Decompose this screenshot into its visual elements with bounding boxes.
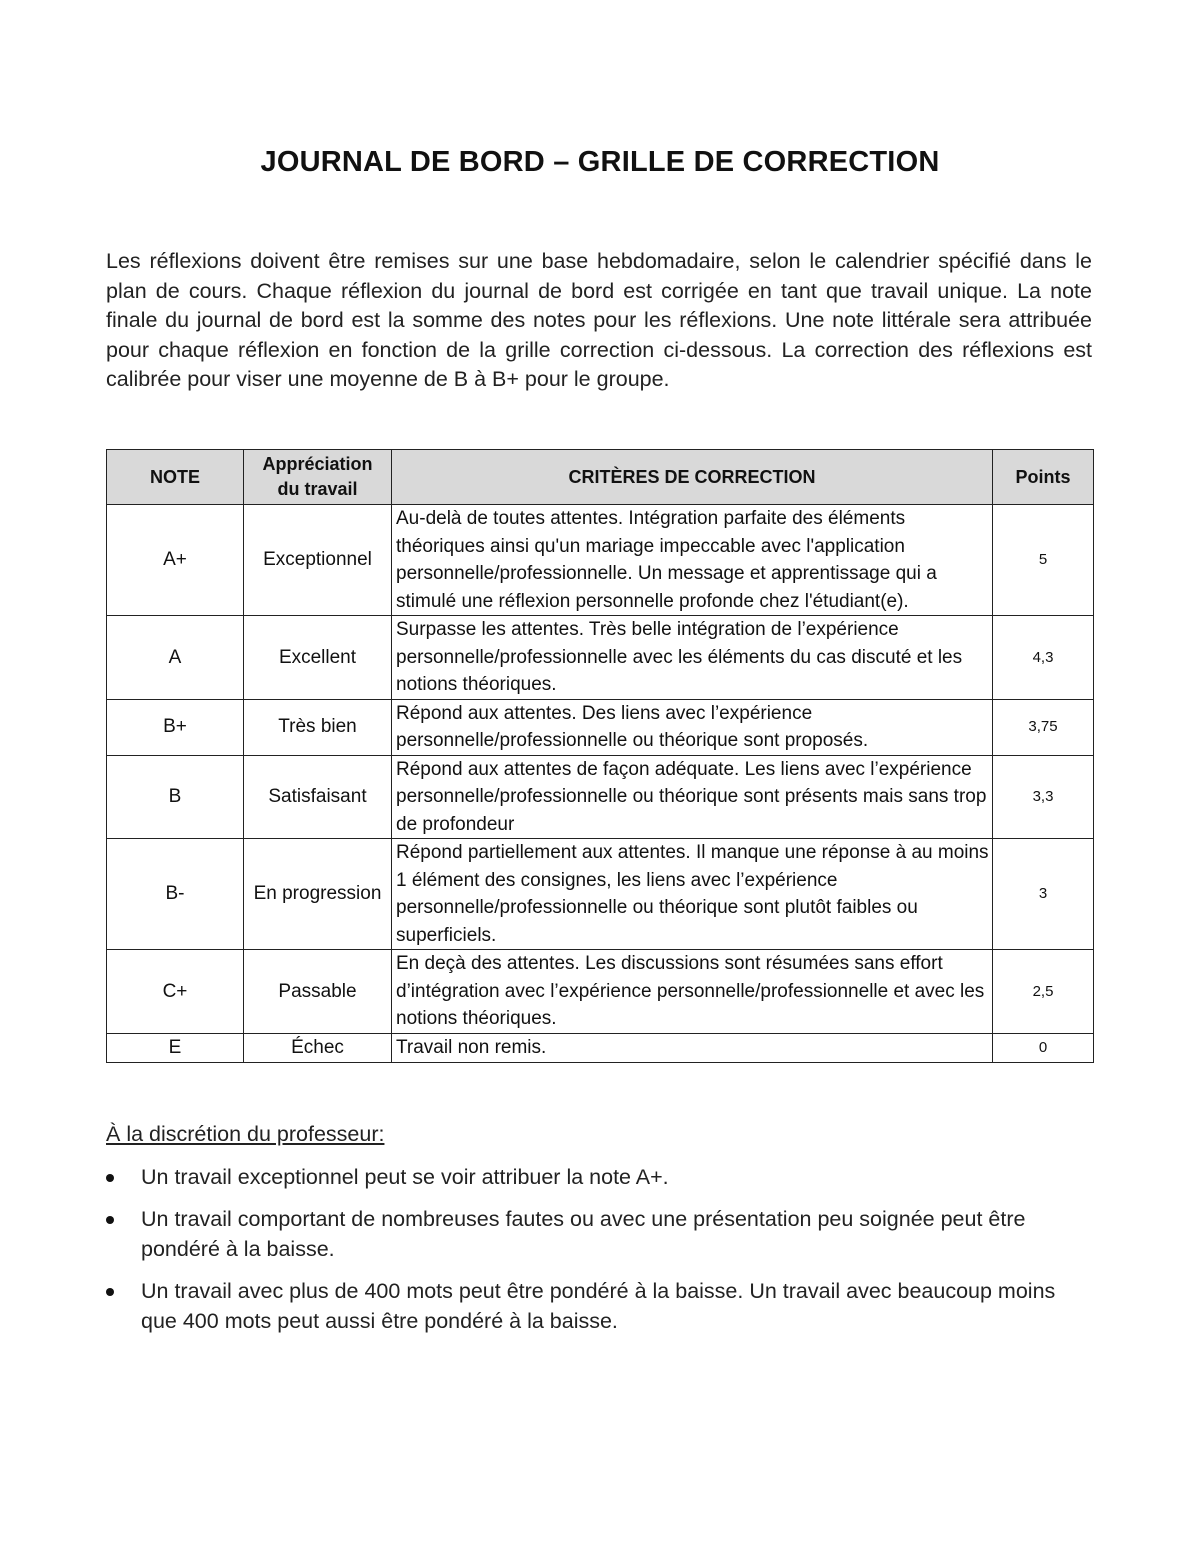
document-title: JOURNAL DE BORD – GRILLE DE CORRECTION (260, 146, 940, 178)
header-note: NOTE (107, 450, 244, 505)
appreciation-cell: Très bien (244, 699, 392, 755)
grading-table (106, 449, 1094, 1063)
appreciation-cell: Satisfaisant (244, 755, 392, 839)
note-cell: A (107, 616, 244, 700)
table-row (107, 505, 1094, 616)
discretion-heading: À la discrétion du professeur: (106, 1122, 385, 1146)
points-cell: 2,5 (993, 950, 1094, 1034)
bullet-icon (106, 1174, 114, 1182)
table-row (107, 616, 1094, 700)
header-criteria: CRITÈRES DE CORRECTION (392, 450, 993, 505)
header-appreciation-line2: du travail (277, 479, 358, 499)
bullet-icon (106, 1216, 114, 1224)
note-cell: E (107, 1034, 244, 1063)
points-cell: 3 (993, 839, 1094, 950)
list-item (106, 1162, 1096, 1192)
appreciation-cell: Passable (244, 950, 392, 1034)
note-cell: B (107, 755, 244, 839)
header-appreciation (244, 450, 392, 505)
table-row (107, 839, 1094, 950)
criteria-cell: Travail non remis. (392, 1034, 993, 1063)
bullet-icon (106, 1288, 114, 1296)
note-cell: C+ (107, 950, 244, 1034)
discretion-list (106, 1162, 1096, 1348)
table-row (107, 699, 1094, 755)
table-row (107, 1034, 1094, 1063)
points-cell: 3,75 (993, 699, 1094, 755)
points-cell: 4,3 (993, 616, 1094, 700)
header-points: Points (993, 450, 1094, 505)
intro-paragraph: Les réflexions doivent être remises sur une base hebdomadaire, selon le calendrier spécifié dans le plan de cours. Chaque réflexion du journal de bord est corrigée en tant que travail unique. La note finale du journal de bord est la somme des notes pour les réflexions. Une note littérale sera attribuée pour chaque réflexion en fonction de la grille correction ci-dessous. La correction des réflexions est calibrée pour viser une moyenne de B à B+ pour le groupe. (106, 249, 1092, 392)
points-cell: 5 (993, 505, 1094, 616)
note-cell: A+ (107, 505, 244, 616)
list-item-text: Un travail comportant de nombreuses fautes ou avec une présentation peu soignée peut être pondéré à la baisse. (141, 1207, 1026, 1261)
criteria-cell: Répond aux attentes. Des liens avec l’expérience personnelle/professionnelle ou théorique sont proposés. (392, 699, 993, 755)
table-row (107, 755, 1094, 839)
points-cell: 0 (993, 1034, 1094, 1063)
appreciation-cell: Excellent (244, 616, 392, 700)
appreciation-cell: En progression (244, 839, 392, 950)
criteria-cell: Répond partiellement aux attentes. Il manque une réponse à au moins 1 élément des consignes, les liens avec l’expérience personnelle/professionnelle ou théorique sont plutôt faibles ou superficiels. (392, 839, 993, 950)
note-cell: B- (107, 839, 244, 950)
list-item-text: Un travail avec plus de 400 mots peut être pondéré à la baisse. Un travail avec beaucoup moins que 400 mots peut aussi être pondéré à la baisse. (141, 1279, 1056, 1333)
note-cell: B+ (107, 699, 244, 755)
list-item-text: Un travail exceptionnel peut se voir attribuer la note A+. (141, 1165, 669, 1189)
list-item (106, 1204, 1096, 1264)
appreciation-cell: Exceptionnel (244, 505, 392, 616)
points-cell: 3,3 (993, 755, 1094, 839)
criteria-cell: Au-delà de toutes attentes. Intégration parfaite des éléments théoriques ainsi qu'un mariage impeccable avec l'application personnelle/professionnelle. Un message et apprentissage qui a stimulé une réflexion personnelle profonde chez l'étudiant(e). (392, 505, 993, 616)
criteria-cell: Répond aux attentes de façon adéquate. Les liens avec l’expérience personnelle/professionnelle ou théorique sont présents mais sans trop de profondeur (392, 755, 993, 839)
appreciation-cell: Échec (244, 1034, 392, 1063)
criteria-cell: En deçà des attentes. Les discussions sont résumées sans effort d’intégration avec l’expérience personnelle/professionnelle et avec les notions théoriques. (392, 950, 993, 1034)
header-appreciation-line1: Appréciation (262, 454, 373, 474)
table-row (107, 950, 1094, 1034)
list-item (106, 1276, 1096, 1336)
table-header-row (107, 450, 1094, 505)
criteria-cell: Surpasse les attentes. Très belle intégration de l’expérience personnelle/professionnelle avec les éléments du cas discuté et les notions théoriques. (392, 616, 993, 700)
